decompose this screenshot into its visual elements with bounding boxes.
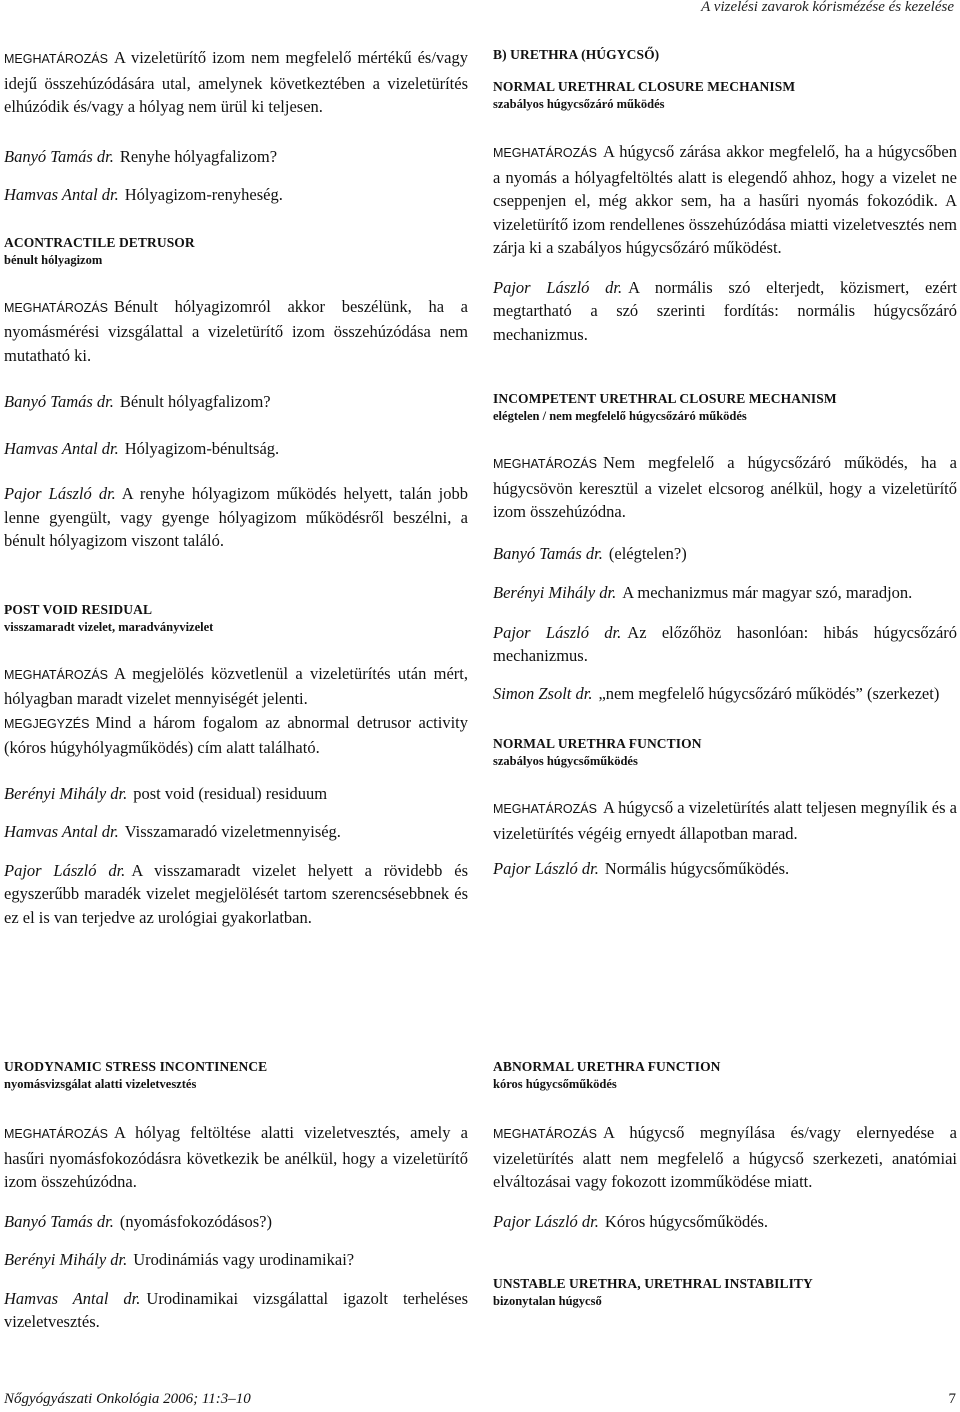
definition-text: A húgycső zárása akkor megfelelő, ha a húgycsőben a nyomás a hólyagfeltöltés alatt is elegendő ahhoz, hogy a vizelet ne cseppenjen el, még akkor sem, ha a hasűri nyomás fokozódik. A vizeletürítő izom rendellenes összehúzódása miatti vizeletvesztés nem zárja ki a szabályos húgycsőzáró működést. (493, 142, 957, 257)
comment-paragraph (493, 542, 957, 566)
comment-author: Hamvas Antal dr. (4, 822, 119, 841)
comment-author: Banyó Tamás dr. (4, 1211, 114, 1231)
definition-text: Nem megfelelő a húgycsőzáró működés, ha a húgycsövön keresztül a vizelet elcsorog anélkül, hogy a vizeletürítő izom összehúzódna. (493, 453, 957, 521)
comment-paragraph (4, 1210, 468, 1234)
section-heading-hu: szabályos húgycsőzáró működés (493, 97, 665, 111)
right-column-bottom (493, 1058, 957, 1308)
section-heading-hu: szabályos húgycsőműködés (493, 754, 638, 768)
comment-text: Az előzőhöz hasonlóan: hibás húgycsőzáró mechanizmus. (493, 622, 958, 665)
section-heading (4, 1058, 468, 1093)
definition-paragraph (493, 1121, 957, 1194)
comment-author: Pajor László dr. (493, 859, 599, 878)
comment-text: (elégtelen?) (608, 543, 687, 563)
comment-paragraph (4, 820, 468, 844)
comment-author: Pajor László dr. (493, 1211, 599, 1231)
definition-text: A húgycső megnyílása és/vagy elernyedése a vizeletürítés alatt nem megfelelő a húgycső szerkezeti, anatómiai elváltozásai vagy fokozott izomműködése miatt. (493, 1123, 957, 1191)
section-heading (493, 390, 957, 425)
comment-author: Hamvas Antal dr. (4, 438, 119, 458)
comment-text: „nem megfelelő húgycsőzáró működés” (szerkezet) (598, 683, 940, 703)
comment-paragraph (4, 1248, 468, 1272)
comment-text: A mechanizmus már magyar szó, maradjon. (622, 583, 913, 602)
comment-author: Hamvas Antal dr. (4, 185, 119, 204)
section-heading-hu: kóros húgycsőműködés (493, 1077, 617, 1091)
comment-text: Urodinamikai vizsgálattal igazolt terheléses vizeletvesztés. (4, 1288, 468, 1331)
comment-author: Hamvas Antal dr. (4, 1288, 141, 1308)
definition-paragraph (4, 1121, 468, 1194)
section-heading-en: ABNORMAL URETHRA FUNCTION (493, 1059, 721, 1074)
section-heading-en: B) URETHRA (HÚGYCSŐ) (493, 47, 660, 62)
section-heading (493, 1058, 957, 1093)
definition-text: A húgycső a vizeletürítés alatt teljesen megnyílik és a vizeletürítés végéig ernyedt állapotban marad. (493, 798, 957, 843)
section-heading (493, 78, 957, 113)
comment-text: post void (residual) residuum (133, 783, 328, 803)
comment-paragraph (493, 621, 957, 668)
running-head: A vizelési zavarok kórismézése és kezelése (701, 0, 954, 15)
comment-paragraph (493, 1210, 957, 1234)
comment-author: Banyó Tamás dr. (4, 392, 114, 411)
definition-text: A vizeletürítő izom nem megfelelő mértékű és/vagy idejű összehúzódására utal, amelynek következtében a vizeletürítés elhúzódik és/vagy a hólyag nem ürül ki teljesen. (4, 48, 468, 116)
definition-keyword: MEGHATÁROZÁS (493, 1127, 597, 1141)
comment-text: A renyhe hólyagizom működés helyett, talán jobb lenne gyengült, vagy gyenge hólyagizom működésről beszélni, a bénult hólyagizom viszont találó. (4, 484, 468, 550)
comment-paragraph (4, 782, 468, 806)
comment-paragraph (493, 682, 957, 706)
definition-text: Bénult hólyagizomról akkor beszélünk, ha a nyomásmérési vizsgálattal a vizeletürítő izom összehúzódása nem mutatható ki. (4, 296, 468, 365)
comment-author: Pajor László dr. (4, 484, 116, 503)
definition-keyword: MEGHATÁROZÁS (493, 457, 597, 471)
definition-text: A hólyag feltöltése alatti vizeletvesztés, amely a hasűri nyomásfokozódásra következik be anélkül, hogy a vizeletürítő izom összehúzódna. (4, 1123, 468, 1191)
comment-paragraph (4, 859, 468, 930)
definition-keyword: MEGHATÁROZÁS (493, 802, 597, 816)
comment-author: Berényi Mihály dr. (493, 583, 617, 602)
section-heading (493, 46, 957, 63)
definition-paragraph (4, 662, 468, 760)
note-text: Mind a három fogalom az abnormal detrusor activity (kóros húgyhólyagműködés) cím alatt található. (4, 712, 468, 757)
section-heading-en: INCOMPETENT URETHRAL CLOSURE MECHANISM (493, 391, 837, 406)
comment-paragraph (4, 1287, 468, 1334)
comment-text: Visszamaradó vizeletmennyiség. (124, 822, 341, 841)
comment-text: Bénult hólyagfalizom? (119, 392, 271, 411)
page-number: 7 (948, 1391, 956, 1407)
definition-keyword: MEGHATÁROZÁS (4, 300, 108, 315)
comment-text: A normális szó elterjedt, közismert, ezért megtartható a szó szerinti fordítás: normális húgycsőzáró mechanizmus. (493, 277, 957, 344)
journal-citation: Nőgyógyászati Onkológia 2006; 11:3–10 (4, 1391, 251, 1407)
comment-author: Banyó Tamás dr. (493, 543, 603, 563)
definition-keyword: MEGHATÁROZÁS (4, 52, 108, 66)
comment-text: Hólyagizom-renyheség. (124, 185, 283, 204)
comment-paragraph (4, 145, 468, 169)
comment-paragraph (493, 276, 957, 347)
comment-author: Berényi Mihály dr. (4, 1250, 128, 1269)
section-heading-hu: bénult hólyagizom (4, 252, 103, 267)
comment-author: Pajor László dr. (493, 277, 623, 297)
section-heading-en: NORMAL URETHRA FUNCTION (493, 736, 702, 751)
section-heading-en: ACONTRACTILE DETRUSOR (4, 234, 195, 250)
left-column-bottom (4, 1058, 468, 1331)
section-heading-hu: bizonytalan húgycső (493, 1294, 602, 1308)
section-heading-en: UNSTABLE URETHRA, URETHRAL INSTABILITY (493, 1276, 813, 1291)
definition-paragraph (4, 46, 468, 119)
comment-text: Hólyagizom-bénultság. (124, 438, 280, 458)
comment-text: Urodinámiás vagy urodinamikai? (133, 1250, 355, 1269)
comment-text: Renyhe hólyagfalizom? (119, 146, 278, 166)
comment-author: Pajor László dr. (4, 860, 126, 880)
comment-text: (nyomásfokozódásos?) (119, 1211, 273, 1231)
comment-paragraph (4, 437, 468, 461)
comment-paragraph (4, 482, 468, 553)
definition-text: A megjelölés közvetlenül a vizeletürítés után mért, hólyagban maradt vizelet mennyiségét jelenti. (4, 663, 468, 708)
section-heading (4, 601, 468, 636)
definition-keyword: MEGHATÁROZÁS (4, 667, 108, 682)
section-heading-hu: visszamaradt vizelet, maradványvizelet (4, 619, 214, 634)
section-heading-en: NORMAL URETHRAL CLOSURE MECHANISM (493, 79, 796, 94)
comment-text: Kóros húgycsőműködés. (604, 1211, 769, 1231)
section-heading (493, 735, 957, 770)
section-heading-hu: nyomásvizsgálat alatti vizeletvesztés (4, 1077, 197, 1091)
section-heading-hu: elégtelen / nem megfelelő húgycsőzáró működés (493, 409, 747, 423)
note-keyword: MEGJEGYZÉS (4, 716, 90, 731)
definition-paragraph (493, 796, 957, 845)
definition-paragraph (493, 451, 957, 524)
definition-paragraph (4, 295, 468, 368)
definition-keyword: MEGHATÁROZÁS (4, 1127, 108, 1141)
comment-author: Pajor László dr. (493, 622, 622, 642)
comment-paragraph (4, 390, 468, 414)
comment-paragraph (493, 581, 957, 605)
comment-author: Banyó Tamás dr. (4, 146, 114, 166)
section-heading-en: POST VOID RESIDUAL (4, 601, 153, 617)
section-heading (4, 234, 468, 269)
section-heading (493, 1275, 957, 1310)
comment-text: A visszamaradt vizelet helyett a rövidebb és egyszerűbb maradék vizelet megjelölését tartom szerencsésebbnek és ez el is van terjedve az urológiai gyakorlatban. (4, 860, 469, 927)
comment-paragraph (493, 857, 957, 881)
definition-paragraph (493, 140, 957, 260)
comment-author: Berényi Mihály dr. (4, 783, 128, 803)
left-column (4, 46, 469, 927)
right-column (493, 46, 958, 878)
definition-keyword: MEGHATÁROZÁS (493, 146, 597, 160)
comment-text: Normális húgycsőműködés. (604, 859, 790, 878)
comment-author: Simon Zsolt dr. (493, 683, 593, 703)
section-heading-en: URODYNAMIC STRESS INCONTINENCE (4, 1059, 268, 1074)
comment-paragraph (4, 183, 468, 207)
